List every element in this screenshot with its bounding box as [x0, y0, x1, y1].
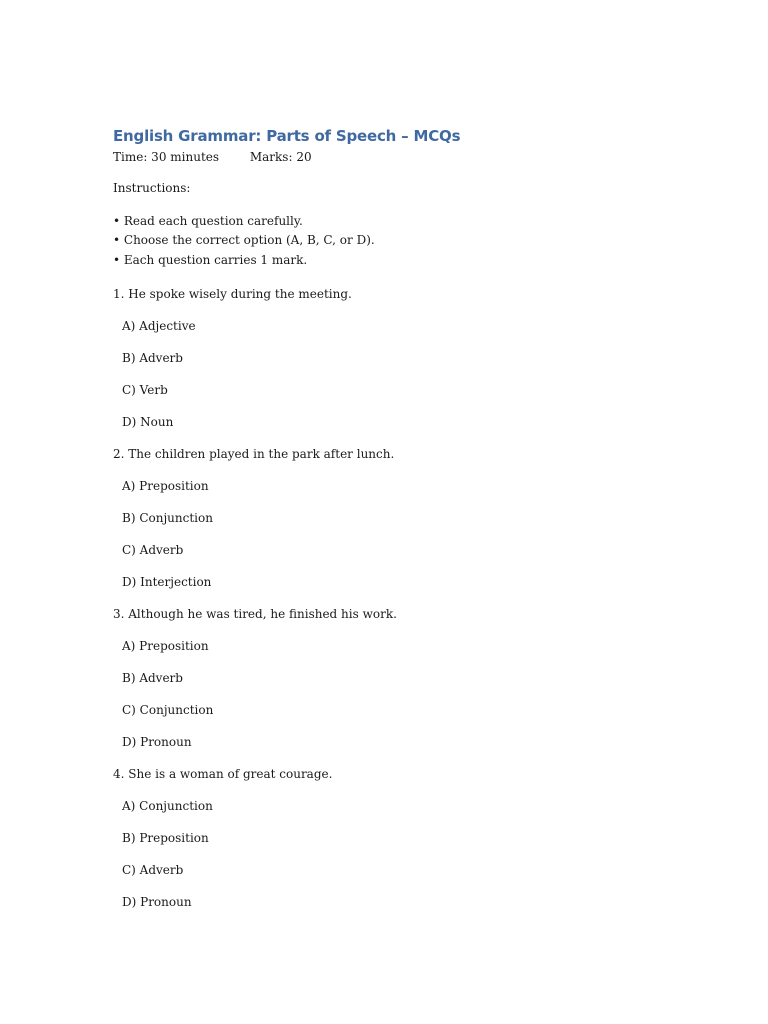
instruction-item: • Read each question carefully. — [113, 214, 303, 228]
option-a: A) Adjective — [122, 318, 196, 333]
instruction-item: • Choose the correct option (A, B, C, or D). — [113, 233, 375, 248]
option-a: A) Preposition — [122, 478, 209, 493]
option-b: B) Preposition — [122, 830, 209, 845]
question-text: 2. The children played in the park after lunch. — [113, 446, 395, 461]
option-d: D) Pronoun — [122, 894, 192, 909]
time-label: Time: 30 minutes — [113, 150, 220, 164]
question-text: 1. He spoke wisely during the meeting. — [113, 286, 352, 301]
option-a: A) Conjunction — [122, 798, 213, 813]
option-b: B) Conjunction — [122, 510, 213, 525]
instructions-list — [113, 212, 713, 270]
option-d: D) Noun — [122, 414, 174, 429]
option-d: D) Interjection — [122, 574, 212, 589]
question-block-4 — [113, 766, 713, 910]
option-a: A) Preposition — [122, 638, 209, 653]
option-b: B) Adverb — [122, 350, 183, 365]
question-block-3 — [113, 606, 713, 750]
question-block-2 — [113, 446, 713, 590]
exam-meta — [113, 148, 713, 166]
marks-label: Marks: 20 — [249, 150, 312, 164]
option-b: B) Adverb — [122, 670, 183, 685]
option-c: C) Adverb — [122, 542, 184, 557]
document-page — [113, 124, 713, 926]
option-c: C) Verb — [122, 382, 168, 397]
option-c: C) Adverb — [122, 862, 184, 877]
question-block-1 — [113, 286, 713, 430]
option-c: C) Conjunction — [122, 702, 214, 717]
question-text: 3. Although he was tired, he finished his work. — [113, 606, 397, 621]
question-text: 4. She is a woman of great courage. — [113, 766, 333, 781]
document-title: English Grammar: Parts of Speech – MCQs — [113, 127, 461, 145]
option-d: D) Pronoun — [122, 734, 192, 749]
instruction-item: • Each question carries 1 mark. — [113, 252, 308, 267]
instructions-heading: Instructions: — [113, 181, 191, 195]
